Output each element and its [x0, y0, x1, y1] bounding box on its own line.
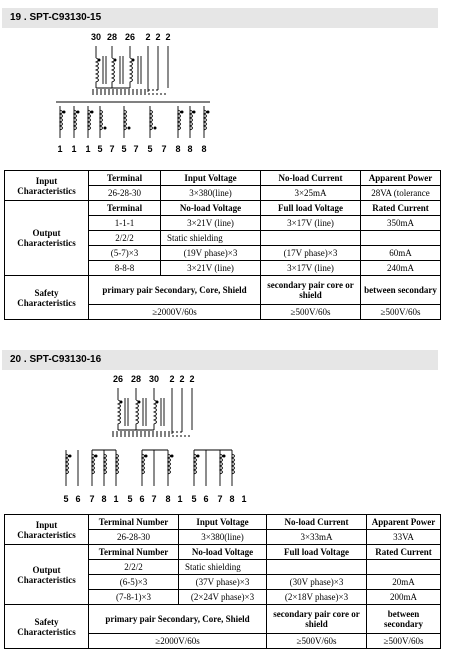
col-header: Terminal Number — [89, 515, 179, 530]
table-cell: 3×17V (line) — [261, 261, 361, 276]
terminal-label: 7 — [109, 144, 115, 154]
terminal-label: 7 — [151, 494, 157, 504]
spec-table-20 — [4, 514, 441, 649]
terminal-label: 6 — [75, 494, 81, 504]
terminal-label: 8 — [101, 494, 107, 504]
table-cell: 2/2/2 — [89, 560, 179, 575]
table-cell: (7-8-1)×3 — [89, 590, 179, 605]
table-cell: 26-28-30 — [89, 186, 161, 201]
terminal-label: 1 — [241, 494, 247, 504]
table-cell: (37V phase)×3 — [179, 575, 267, 590]
terminal-label: 5 — [147, 144, 153, 154]
table-cell: 3×25mA — [261, 186, 361, 201]
terminal-label: 5 — [191, 494, 197, 504]
row-label: Safety Characteristics — [5, 276, 89, 320]
terminal-label: 1 — [71, 144, 77, 154]
terminal-label: 5 — [97, 144, 103, 154]
section-heading-20: 20 . SPT-C93130-16 — [2, 350, 438, 370]
col-header: Full load Voltage — [267, 545, 367, 560]
row-label: Output Characteristics — [5, 545, 89, 605]
table-cell: (2×18V phase)×3 — [267, 590, 367, 605]
table-cell: 60mA — [361, 246, 441, 261]
table-cell: 20mA — [367, 575, 441, 590]
table-cell: 3×380(line) — [161, 186, 261, 201]
terminal-label: 6 — [139, 494, 145, 504]
table-cell: 33VA — [367, 530, 441, 545]
col-header: primary pair Secondary, Core, Shield — [89, 276, 261, 305]
table-cell: ≥500V/60s — [367, 634, 441, 649]
terminal-label: 8 — [187, 144, 193, 154]
row-label: Input Characteristics — [5, 515, 89, 545]
terminal-label: 30 — [148, 374, 160, 384]
table-cell: (30V phase)×3 — [267, 575, 367, 590]
terminal-label: 1 — [177, 494, 183, 504]
table-cell — [267, 560, 367, 575]
table-cell — [367, 560, 441, 575]
table-cell: 200mA — [367, 590, 441, 605]
col-header: between secondary — [367, 605, 441, 634]
col-header: Input Voltage — [161, 171, 261, 186]
col-header: between secondary — [361, 276, 441, 305]
terminal-label: 2 — [169, 374, 175, 384]
spec-table-19 — [4, 170, 441, 320]
terminal-label: 28 — [106, 32, 118, 42]
row-label: Safety Characteristics — [5, 605, 89, 649]
terminal-label: 7 — [89, 494, 95, 504]
terminal-label: 2 — [145, 32, 151, 42]
terminal-label: 26 — [112, 374, 124, 384]
terminal-label: 8 — [229, 494, 235, 504]
col-header: Rated Current — [361, 201, 441, 216]
table-cell: Static shielding — [161, 231, 261, 246]
col-header: Apparent Power — [367, 515, 441, 530]
table-cell: (6-5)×3 — [89, 575, 179, 590]
terminal-label: 2 — [189, 374, 195, 384]
table-cell — [361, 231, 441, 246]
terminal-label: 7 — [161, 144, 167, 154]
terminal-label: 1 — [57, 144, 63, 154]
terminal-label: 7 — [133, 144, 139, 154]
table-cell: 2/2/2 — [89, 231, 161, 246]
terminal-label: 7 — [217, 494, 223, 504]
table-cell: (2×24V phase)×3 — [179, 590, 267, 605]
col-header: Full load Voltage — [261, 201, 361, 216]
table-cell: 3×17V (line) — [261, 216, 361, 231]
terminal-label: 1 — [113, 494, 119, 504]
terminal-label: 2 — [179, 374, 185, 384]
col-header: No-load Current — [267, 515, 367, 530]
wiring-diagram-19 — [0, 28, 451, 164]
table-cell: 3×380(line) — [179, 530, 267, 545]
col-header: Terminal — [89, 201, 161, 216]
table-cell: 350mA — [361, 216, 441, 231]
table-cell: ≥500V/60s — [267, 634, 367, 649]
terminal-label: 8 — [165, 494, 171, 504]
table-cell: 3×33mA — [267, 530, 367, 545]
table-cell: ≥500V/60s — [261, 305, 361, 320]
col-header: No-load Voltage — [161, 201, 261, 216]
terminal-label: 28 — [130, 374, 142, 384]
col-header: Apparent Power — [361, 171, 441, 186]
table-cell: ≥2000V/60s — [89, 634, 267, 649]
terminal-label: 8 — [201, 144, 207, 154]
table-cell: (17V phase)×3 — [261, 246, 361, 261]
terminal-label: 5 — [63, 494, 69, 504]
table-cell: (5-7)×3 — [89, 246, 161, 261]
col-header: No-load Voltage — [179, 545, 267, 560]
terminal-label: 5 — [127, 494, 133, 504]
table-cell: 1-1-1 — [89, 216, 161, 231]
col-header: Input Voltage — [179, 515, 267, 530]
terminal-label: 6 — [203, 494, 209, 504]
col-header: Rated Current — [367, 545, 441, 560]
terminal-label: 2 — [165, 32, 171, 42]
terminal-label: 26 — [124, 32, 136, 42]
table-cell: 3×21V (line) — [161, 261, 261, 276]
terminal-label: 30 — [90, 32, 102, 42]
row-label: Input Characteristics — [5, 171, 89, 201]
table-cell: Static shielding — [179, 560, 267, 575]
wiring-diagram-20 — [0, 370, 451, 510]
table-cell: 3×21V (line) — [161, 216, 261, 231]
col-header: secondary pair core or shield — [261, 276, 361, 305]
col-header: secondary pair core or shield — [267, 605, 367, 634]
col-header: No-load Current — [261, 171, 361, 186]
table-cell: 8-8-8 — [89, 261, 161, 276]
table-cell: (19V phase)×3 — [161, 246, 261, 261]
table-cell — [261, 231, 361, 246]
col-header: Terminal Number — [89, 545, 179, 560]
table-cell: ≥500V/60s — [361, 305, 441, 320]
terminal-label: 2 — [155, 32, 161, 42]
terminal-label: 5 — [121, 144, 127, 154]
row-label: Output Characteristics — [5, 201, 89, 276]
col-header: primary pair Secondary, Core, Shield — [89, 605, 267, 634]
table-cell: 240mA — [361, 261, 441, 276]
table-cell: ≥2000V/60s — [89, 305, 261, 320]
table-cell: 26-28-30 — [89, 530, 179, 545]
terminal-label: 1 — [85, 144, 91, 154]
section-heading-19: 19 . SPT-C93130-15 — [2, 8, 438, 28]
terminal-label: 8 — [175, 144, 181, 154]
col-header: Terminal — [89, 171, 161, 186]
table-cell: 28VA (tolerance — [361, 186, 441, 201]
